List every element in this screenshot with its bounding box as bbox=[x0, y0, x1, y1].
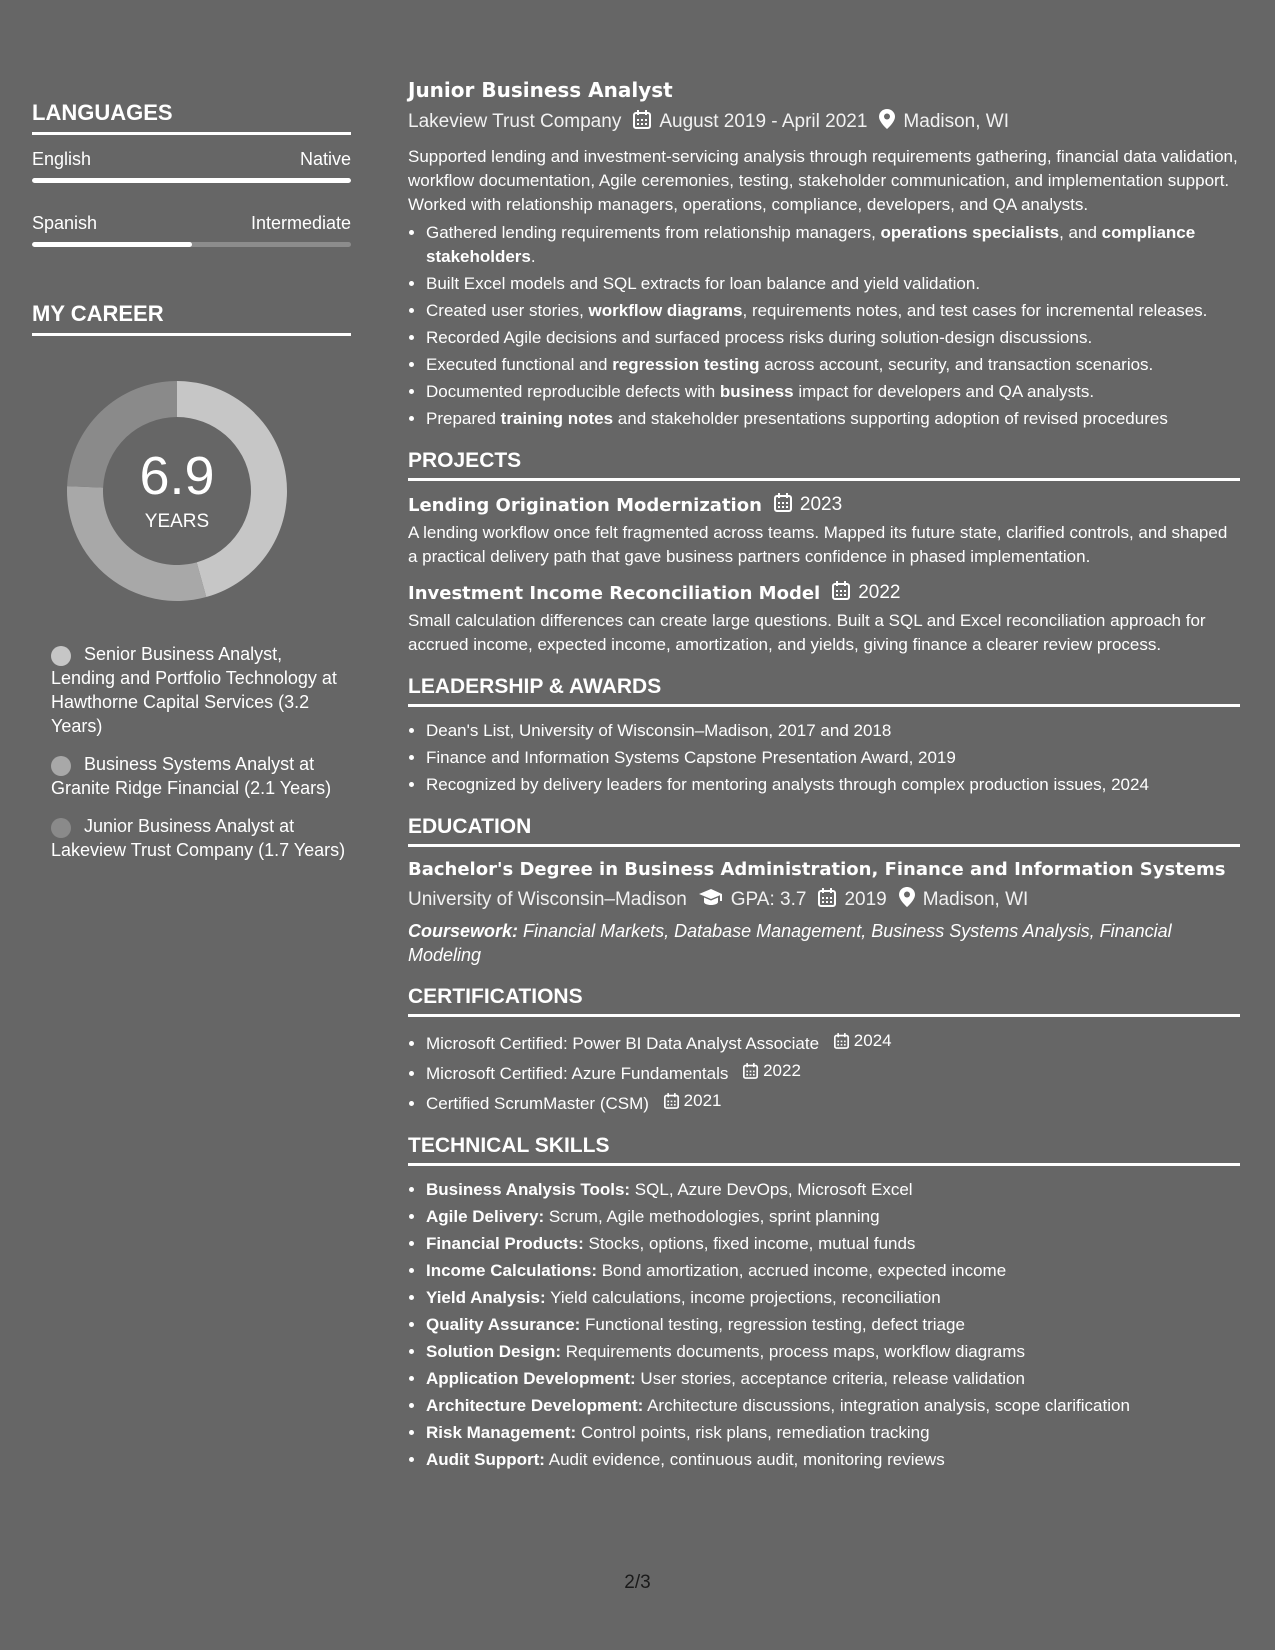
calendar-icon bbox=[774, 493, 792, 517]
main-column bbox=[408, 78, 1240, 1475]
leadership-item: • Finance and Information Systems Capstone Presentation Award, 2019 bbox=[426, 746, 1240, 770]
job-bullet: • Gathered lending requirements from relationship managers, operations specialists, and compliance stakeholders. bbox=[426, 221, 1240, 269]
project-title: Lending Origination Modernization bbox=[408, 494, 762, 516]
certification-year: 2024 bbox=[853, 1031, 892, 1050]
career-section bbox=[32, 301, 351, 862]
calendar-icon bbox=[834, 1033, 849, 1049]
project-title: Investment Income Reconciliation Model bbox=[408, 582, 821, 604]
skill-item bbox=[426, 1340, 1240, 1364]
skill-value: Stocks, options, fixed income, mutual funds bbox=[588, 1234, 916, 1253]
coursework-list: Financial Markets, Database Management, Business Systems Analysis, Financial Modeling bbox=[408, 921, 1172, 965]
calendar-icon bbox=[832, 581, 850, 605]
legend-dot bbox=[51, 756, 71, 776]
coursework bbox=[408, 919, 1240, 967]
skill-label: Audit Support: bbox=[426, 1450, 545, 1469]
degree-title: Bachelor's Degree in Business Administration, Finance and Information Systems bbox=[408, 859, 1226, 880]
project-description: Small calculation differences can create large questions. Built a SQL and Excel reconciliation approach for accrued income, expected income, amortization, and yields, giving finance a clearer review process. bbox=[408, 611, 1206, 654]
job-bullet: • Built Excel models and SQL extracts for loan balance and yield validation. bbox=[426, 272, 1240, 296]
job-meta bbox=[408, 109, 1240, 135]
certification-year: 2021 bbox=[683, 1091, 722, 1110]
projects-heading: PROJECTS bbox=[408, 449, 1240, 481]
project-year: 2022 bbox=[858, 582, 901, 603]
school-location: Madison, WI bbox=[922, 889, 1029, 910]
skill-item bbox=[426, 1205, 1240, 1229]
certification-name: Microsoft Certified: Power BI Data Analyst Associate bbox=[426, 1034, 820, 1053]
certifications-list bbox=[408, 1029, 1240, 1116]
legend-dot bbox=[51, 818, 71, 838]
language-bar bbox=[32, 242, 351, 247]
job-bullet: • Documented reproducible defects with business impact for developers and QA analysts. bbox=[426, 380, 1240, 404]
job-bullet: • Created user stories, workflow diagrams, requirements notes, and test cases for incremental releases. bbox=[426, 299, 1240, 323]
skill-label: Yield Analysis: bbox=[426, 1288, 546, 1307]
career-total: 6.9 bbox=[139, 446, 215, 506]
skill-item bbox=[426, 1394, 1240, 1418]
project-description: A lending workflow once felt fragmented across teams. Mapped its future state, clarified controls, and shaped a practical delivery path that gave business partners confidence in phased implementation. bbox=[408, 523, 1228, 566]
skill-value: Control points, risk plans, remediation tracking bbox=[580, 1423, 930, 1442]
page-number: 2/3 bbox=[624, 1572, 651, 1593]
skill-value: Architecture discussions, integration analysis, scope clarification bbox=[647, 1396, 1130, 1415]
education-meta bbox=[408, 887, 1240, 913]
gpa: GPA: 3.7 bbox=[730, 889, 807, 910]
skills-section bbox=[408, 1134, 1240, 1472]
language-level: Native bbox=[299, 149, 351, 169]
legend-dot bbox=[51, 646, 71, 666]
project-year: 2023 bbox=[799, 494, 843, 515]
sidebar bbox=[32, 100, 351, 876]
legend-item bbox=[51, 752, 351, 800]
certifications-heading: CERTIFICATIONS bbox=[408, 985, 1240, 1017]
skills-list bbox=[408, 1178, 1240, 1472]
skill-label: Solution Design: bbox=[426, 1342, 562, 1361]
skill-item bbox=[426, 1178, 1240, 1202]
certification-year: 2022 bbox=[763, 1061, 801, 1080]
job-bullet: • Recorded Agile decisions and surfaced process risks during solution-design discussions. bbox=[426, 326, 1240, 350]
skill-value: Functional testing, regression testing, defect triage bbox=[585, 1315, 965, 1334]
certification-name: Microsoft Certified: Azure Fundamentals bbox=[426, 1064, 729, 1083]
project-item bbox=[408, 493, 1240, 569]
skill-item bbox=[426, 1313, 1240, 1337]
language-spanish bbox=[32, 213, 351, 247]
languages-heading: LANGUAGES bbox=[32, 100, 351, 135]
legend-label: Business Systems Analyst at Granite Ridge Financial (2.1 Years) bbox=[51, 754, 332, 798]
skill-label: Application Development: bbox=[426, 1369, 636, 1388]
language-bar-fill bbox=[32, 242, 192, 247]
career-donut-chart bbox=[62, 376, 292, 606]
project-item bbox=[408, 581, 1240, 657]
leadership-item: • Dean's List, University of Wisconsin–Madison, 2017 and 2018 bbox=[426, 719, 1240, 743]
language-name: Spanish bbox=[32, 213, 98, 233]
leadership-item: • Recognized by delivery leaders for mentoring analysts through complex production issues, 2024 bbox=[426, 773, 1240, 797]
skill-item bbox=[426, 1367, 1240, 1391]
calendar-icon bbox=[664, 1093, 679, 1109]
projects-section bbox=[408, 449, 1240, 657]
coursework-label: Coursework: bbox=[408, 921, 519, 941]
location-pin-icon bbox=[879, 109, 895, 135]
job-entry bbox=[408, 78, 1240, 431]
certification-item bbox=[426, 1059, 1240, 1086]
skill-item bbox=[426, 1259, 1240, 1283]
graduation-year: 2019 bbox=[844, 889, 887, 910]
skill-value: User stories, acceptance criteria, release validation bbox=[640, 1369, 1025, 1388]
skill-item bbox=[426, 1421, 1240, 1445]
calendar-icon bbox=[743, 1063, 758, 1079]
graduation-cap-icon bbox=[699, 888, 723, 912]
certification-item bbox=[426, 1029, 1240, 1056]
language-bar bbox=[32, 178, 351, 183]
job-location: Madison, WI bbox=[903, 111, 1010, 132]
skill-label: Architecture Development: bbox=[426, 1396, 644, 1415]
legend-label: Junior Business Analyst at Lakeview Trust Company (1.7 Years) bbox=[51, 816, 346, 860]
skill-label: Income Calculations: bbox=[426, 1261, 597, 1280]
legend-item bbox=[51, 642, 351, 738]
job-bullet: • Executed functional and regression testing across account, security, and transaction scenarios. bbox=[426, 353, 1240, 377]
legend-label: Senior Business Analyst, Lending and Portfolio Technology at Hawthorne Capital Services (3.2 Years) bbox=[51, 644, 337, 736]
skill-value: Audit evidence, continuous audit, monitoring reviews bbox=[548, 1450, 945, 1469]
skill-label: Business Analysis Tools: bbox=[426, 1180, 631, 1199]
career-heading: MY CAREER bbox=[32, 301, 351, 336]
calendar-icon bbox=[818, 888, 836, 913]
leadership-heading: LEADERSHIP & AWARDS bbox=[408, 675, 1240, 707]
certification-name: Certified ScrumMaster (CSM) bbox=[426, 1094, 649, 1113]
skill-value: Yield calculations, income projections, reconciliation bbox=[550, 1288, 941, 1307]
skill-value: Scrum, Agile methodologies, sprint planning bbox=[548, 1207, 880, 1226]
skill-value: Bond amortization, accrued income, expected income bbox=[601, 1261, 1007, 1280]
education-section bbox=[408, 815, 1240, 967]
language-level: Intermediate bbox=[250, 213, 351, 233]
skill-label: Quality Assurance: bbox=[426, 1315, 581, 1334]
leadership-list bbox=[408, 719, 1240, 797]
school-name: University of Wisconsin–Madison bbox=[408, 889, 687, 910]
job-company: Lakeview Trust Company bbox=[408, 111, 622, 132]
language-english bbox=[32, 149, 351, 183]
skill-value: Requirements documents, process maps, workflow diagrams bbox=[565, 1342, 1025, 1361]
certification-item bbox=[426, 1089, 1240, 1116]
job-dates: August 2019 - April 2021 bbox=[659, 111, 868, 132]
career-legend bbox=[32, 642, 351, 862]
job-description: Supported lending and investment-servicing analysis through requirements gathering, financial data validation, workflow documentation, Agile ceremonies, testing, stakeholder communication, and implementation support. Worked with relationship managers, operations, compliance, developers, and QA analysts. bbox=[408, 147, 1238, 214]
skill-value: SQL, Azure DevOps, Microsoft Excel bbox=[634, 1180, 913, 1199]
skill-item bbox=[426, 1448, 1240, 1472]
leadership-section bbox=[408, 675, 1240, 797]
education-heading: EDUCATION bbox=[408, 815, 1240, 847]
certifications-section bbox=[408, 985, 1240, 1116]
language-name: English bbox=[32, 149, 92, 169]
language-bar-fill bbox=[32, 178, 351, 183]
skill-label: Agile Delivery: bbox=[426, 1207, 545, 1226]
skill-item bbox=[426, 1232, 1240, 1256]
skill-item bbox=[426, 1286, 1240, 1310]
job-title: Junior Business Analyst bbox=[408, 78, 673, 102]
job-bullets bbox=[408, 221, 1240, 431]
calendar-icon bbox=[633, 110, 651, 135]
job-bullet: • Prepared training notes and stakeholder presentations supporting adoption of revised procedures bbox=[426, 407, 1240, 431]
skills-heading: TECHNICAL SKILLS bbox=[408, 1134, 1240, 1166]
legend-item bbox=[51, 814, 351, 862]
location-pin-icon bbox=[899, 887, 915, 913]
career-unit: YEARS bbox=[144, 511, 210, 532]
skill-label: Financial Products: bbox=[426, 1234, 584, 1253]
skill-label: Risk Management: bbox=[426, 1423, 577, 1442]
